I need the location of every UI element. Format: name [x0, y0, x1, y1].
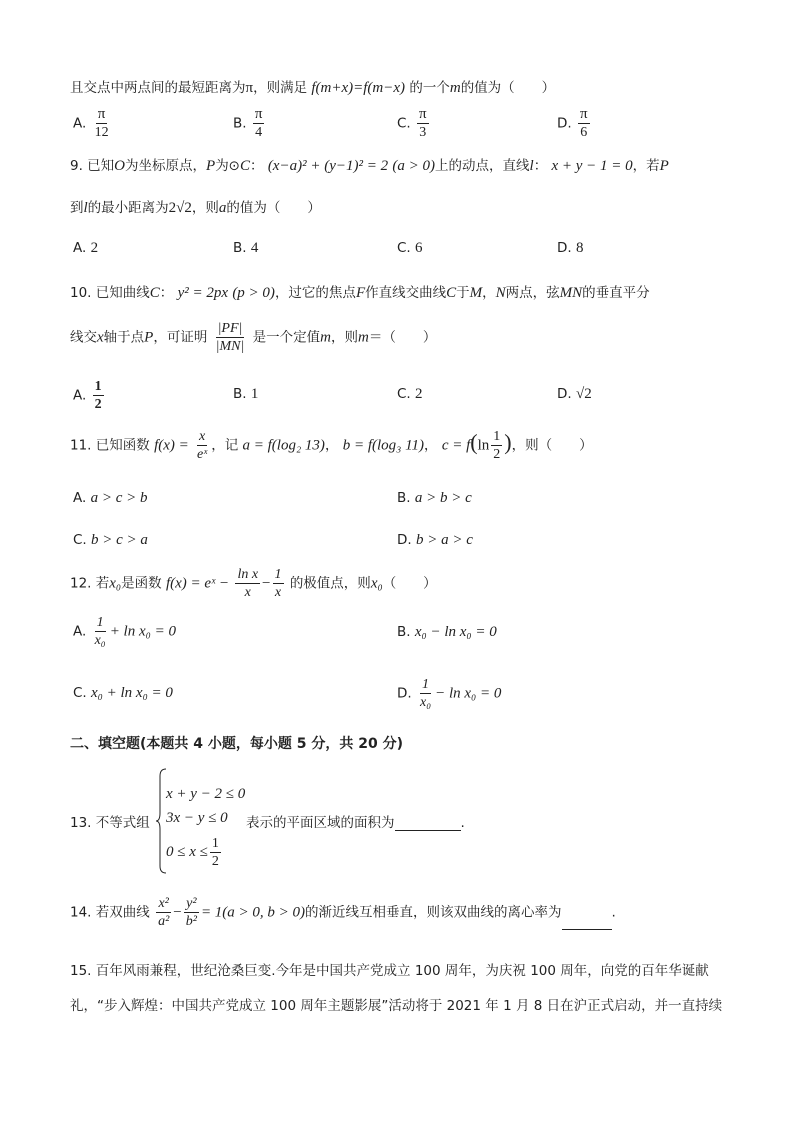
q12-stem: 12. 若x₀是函数 f(x) = eˣ − $\frac{\text{ln x}}{x}$ − $\frac{1}{x}$ 的极值点，则x₀（ ） [70, 567, 437, 600]
q12-option-a[interactable]: A. $\frac{1}{\text{x₀}}$ + ln x₀ = 0 [73, 615, 176, 648]
q14-stem: 14. 若双曲线 $\frac{\text{x²}}{\text{a²}}$ − $\frac{\text{y²}}{\text{b²}}$ = 1(a > 0, b > 0)的渐近线互相垂直，则该双曲线的离心率为 . [70, 896, 616, 929]
q8-formula: f(m+x)=f(m−x) [311, 80, 406, 96]
q12-option-c[interactable]: C. x₀ + ln x₀ = 0 [73, 685, 173, 701]
q8-option-b[interactable]: B. $\frac{\pi}{4}$ [233, 106, 263, 140]
q10-stem-line1: 10. 已知曲线C： y² = 2px (p > 0)，过它的焦点F作直线交曲线C于M，N两点，弦MN的垂直平分 [70, 285, 650, 301]
q14-answer-blank[interactable] [562, 915, 612, 930]
q10-option-b[interactable]: B. 1 [233, 386, 259, 402]
q10-option-a[interactable]: A. $\frac{1}{2}$ [73, 379, 102, 412]
q9-option-a[interactable]: A. 2 [73, 240, 99, 256]
q13-row3: 0 ≤ x ≤ $\frac{1}{2}$ [166, 836, 219, 869]
q12-option-b[interactable]: B. x₀ − ln x₀ = 0 [397, 624, 497, 640]
section-2-title: 二、填空题(本题共 4 小题，每小题 5 分，共 20 分) [70, 736, 404, 752]
q13-answer-blank[interactable] [395, 816, 461, 831]
q13-suffix: 表示的平面区域的面积为 . [246, 815, 465, 831]
q10-option-d[interactable]: D. √2 [557, 386, 592, 402]
q13-row1: x + y − 2 ≤ 0 [166, 786, 246, 802]
q13-prefix: 13. 不等式组 [70, 815, 150, 831]
q10-stem-line2: 线交x轴于点P，可证明 $\frac{|PF|}{|MN|}$ 是一个定值m，则m＝（ ） [70, 321, 437, 354]
q11-option-a[interactable]: A. a > c > b [73, 490, 148, 506]
q15-line2: 礼，“步入辉煌：中国共产党成立 100 周年主题影展”活动将于 2021 年 1 月 8 日在沪正式启动，并一直持续 [70, 998, 723, 1014]
q12-option-d[interactable]: D. $\frac{1}{\text{x₀}}$ − ln x₀ = 0 [397, 677, 502, 710]
q11-option-b[interactable]: B. a > b > c [397, 490, 472, 506]
q11-stem: 11. 已知函数 f(x) = $\frac{x}{\text{eˣ}}$ ，记 a = f(log₂ 13)， b = f(log₃ 11)， c = f(ln $\frac{1}{2}$ )，则（ ） [70, 429, 593, 462]
q8-option-c[interactable]: C. $\frac{\pi}{3}$ [397, 106, 427, 140]
q11-option-c[interactable]: C. b > c > a [73, 532, 148, 548]
q9-option-b[interactable]: B. 4 [233, 240, 259, 256]
q8-stem: 且交点中两点间的最短距离为π，则满足 f(m+x)=f(m−x) 的一个m的值为（ ） [70, 80, 556, 96]
q15-line1: 15. 百年风雨兼程，世纪沧桑巨变.今年是中国共产党成立 100 周年，为庆祝 100 周年，向党的百年华诞献 [70, 963, 709, 979]
q11-option-d[interactable]: D. b > a > c [397, 532, 473, 548]
q8-option-a[interactable]: A. $\frac{\pi}{12}$ [73, 106, 109, 140]
q10-option-c[interactable]: C. 2 [397, 386, 423, 402]
q8-option-d[interactable]: D. $\frac{\pi}{6}$ [557, 106, 588, 140]
q9-stem-line1: 9. 已知O为坐标原点，P为⊙C： (x−a)² + (y−1)² = 2 (a > 0)上的动点，直线l： x + y − 1 = 0，若P [70, 158, 669, 174]
q9-option-d[interactable]: D. 8 [557, 240, 584, 256]
q9-option-c[interactable]: C. 6 [397, 240, 423, 256]
q9-stem-line2: 到l的最小距离为2√2，则a的值为（ ） [70, 200, 321, 216]
q13-row2: 3x − y ≤ 0 [166, 810, 228, 826]
